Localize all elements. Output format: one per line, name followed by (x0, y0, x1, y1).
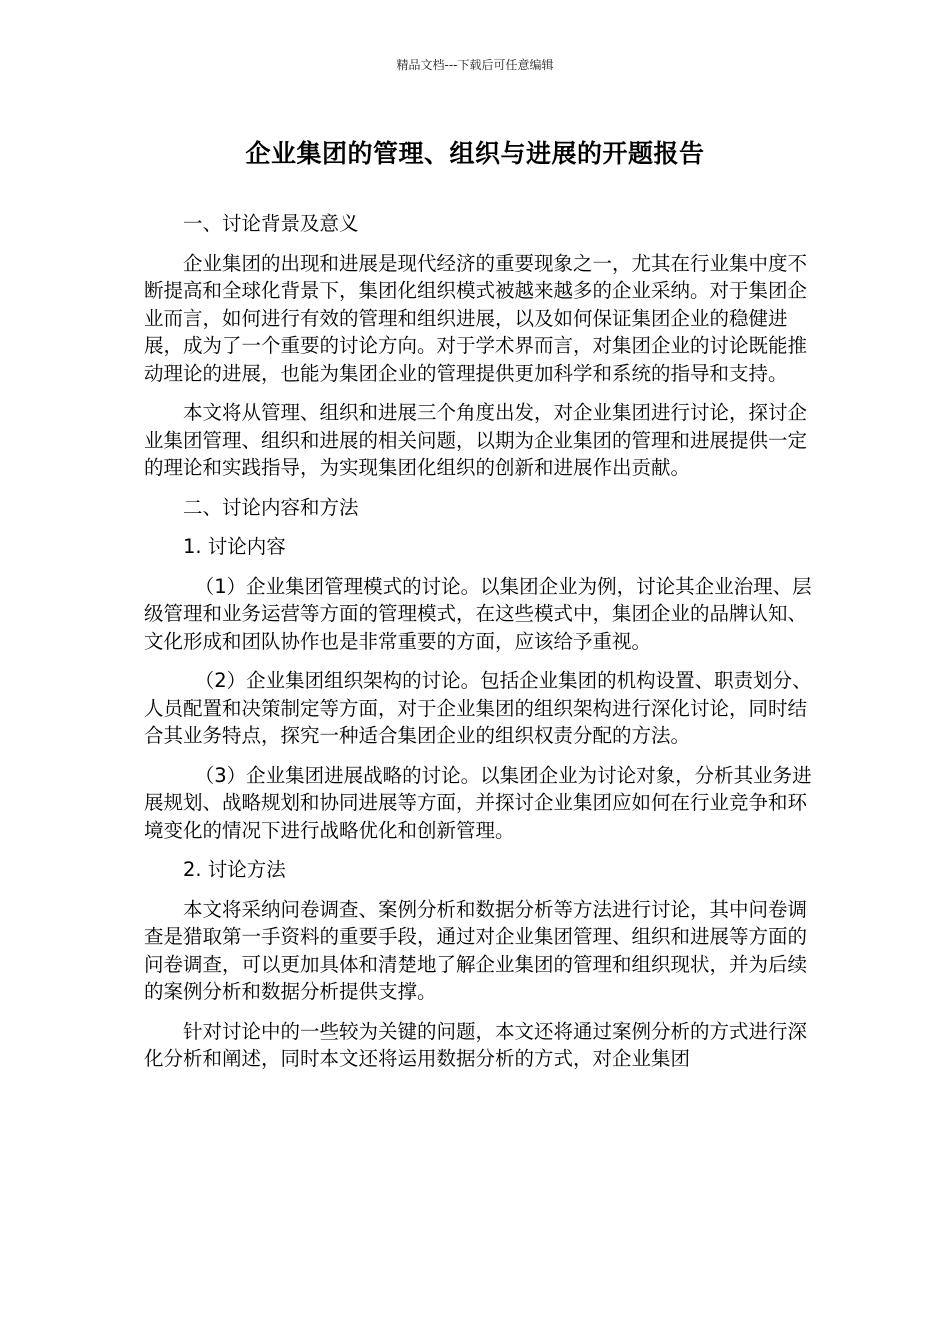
document-body (144, 210, 824, 1085)
subheading-content: 1. 讨论内容 (183, 535, 286, 558)
paragraph-methods: 本文将采纳问卷调查、案例分析和数据分析等方法进行讨论，其中问卷调查是猎取第一手资料的重要手段，通过对企业集团管理、组织和进展等方面的问卷调查，可以更加具体和清楚地了解企业集团的管理和组织现状，并为后续的案例分析和数据分析提供支撑。 (144, 897, 808, 1003)
paragraph-purpose: 本文将从管理、组织和进展三个角度出发，对企业集团进行讨论，探讨企业集团管理、组织和进展的相关问题，以期为企业集团的管理和进展提供一定的理论和实践指导，为实现集团化组织的创新和进展作出贡献。 (144, 401, 808, 479)
header-note: 精品文档---下载后可任意编辑 (396, 58, 554, 72)
content-item-3: （3）企业集团进展战略的讨论。以集团企业为讨论对象，分析其业务进展规划、战略规划和协同进展等方面，并探讨企业集团应如何在行业竞争和环境变化的情况下进行战略优化和创新管理。 (144, 763, 812, 842)
paragraph-case-analysis: 针对讨论中的一些较为关键的问题，本文还将通过案例分析的方式进行深化分析和阐述，同时本文还将运用数据分析的方式，对企业集团 (144, 1019, 808, 1070)
subheading-methods: 2. 讨论方法 (183, 858, 286, 881)
content-item-1: （1）企业集团管理模式的讨论。以集团企业为例，讨论其企业治理、层级管理和业务运营等方面的管理模式，在这些模式中，集团企业的品牌认知、文化形成和团队协作也是非常重要的方面，应该给予重视。 (144, 574, 812, 653)
paragraph-background: 企业集团的出现和进展是现代经济的重要现象之一，尤其在行业集中度不断提高和全球化背景下，集团化组织模式被越来越多的企业采纳。对于集团企业而言，如何进行有效的管理和组织进展，以及如何保证集团企业的稳健进展，成为了一个重要的讨论方向。对于学术界而言，对集团企业的讨论既能推动理论的进展，也能为集团企业的管理提供更加科学和系统的指导和支持。 (144, 251, 808, 385)
content-item-2: （2）企业集团组织架构的讨论。包括企业集团的机构设置、职责划分、人员配置和决策制定等方面，对于企业集团的组织架构进行深化讨论，同时结合其业务特点，探究一种适合集团企业的组织权责分配的方法。 (144, 669, 812, 747)
section-heading-2: 二、讨论内容和方法 (183, 495, 359, 519)
section-heading-1: 一、讨论背景及意义 (183, 212, 359, 235)
document-title: 企业集团的管理、组织与进展的开题报告 (245, 139, 705, 168)
